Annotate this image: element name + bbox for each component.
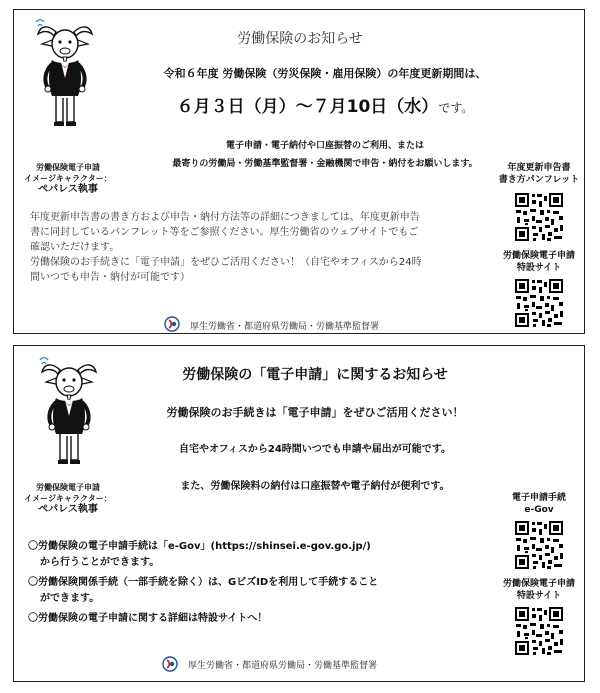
mascot-caption-line: 労働保険電子申請 — [36, 483, 100, 492]
qr-label-line: 労働保険電子申請 — [502, 251, 575, 261]
mascot-name: ペパレス執事 — [38, 184, 98, 195]
e-gov-qr-code-icon[interactable] — [514, 520, 564, 570]
bullet-list — [28, 539, 498, 627]
paragraph-line: 書に同封しているパンフレット等をご参照ください。厚生労働省のウェブサイトでもご — [30, 227, 419, 238]
e-application-availability: 自宅やオフィスから24時間いつでも申請や届出が可能です。 — [178, 444, 451, 455]
paragraph-line: 間いつでも申告・納付が可能です） — [30, 272, 190, 283]
qr-label-special-site — [492, 578, 586, 602]
filing-methods-line: 電子申請・電子納付や口座振替のご利用、または — [225, 141, 424, 151]
e-application-headline: 労働保険のお手続きは「電子申請」をぜひご活用ください！ — [166, 406, 464, 419]
bullet-item: 〇労働保険の電子申請に関する詳細は特設サイトへ！ — [28, 613, 268, 624]
qr-label-line: 特設サイト — [516, 263, 562, 273]
ministry-logo-icon — [162, 656, 178, 672]
qr-label-line: 書き方パンフレット — [498, 175, 580, 185]
special-site-qr-code-icon[interactable] — [514, 606, 564, 656]
mascot-illustration — [38, 356, 102, 468]
bullet-item: 〇労働保険関係手続（一部手続を除く）は、GビズIDを利用して手続すること — [28, 577, 379, 588]
issuer-footer: 厚生労働省・都道府県労働局・労働基準監督署 — [188, 661, 378, 671]
details-paragraph — [30, 210, 505, 285]
mascot-caption-line: イメージキャラクター： — [24, 494, 112, 503]
renewal-period — [120, 92, 530, 117]
qr-label-line: 労働保険電子申請 — [502, 579, 575, 589]
renewal-period-intro: 令和６年度 労働保険（労災保険・雇用保険）の年度更新期間は、 — [163, 67, 487, 80]
renewal-period-dates: ６月３日（月）～７月10日（水） — [176, 97, 439, 117]
notice-panel-renewal — [13, 9, 585, 334]
notice-title: 労働保険のお知らせ — [237, 31, 363, 47]
pamphlet-qr-code-icon[interactable] — [514, 192, 564, 242]
qr-label-pamphlet — [492, 162, 586, 186]
qr-label-line: 特設サイト — [516, 591, 562, 601]
special-site-qr-code-icon[interactable] — [514, 278, 564, 328]
mascot-caption-line: イメージキャラクター： — [24, 174, 112, 183]
qr-label-special-site — [492, 250, 586, 274]
bullet-item-continued: から行うことができます。 — [40, 557, 160, 568]
issuer-footer: 厚生労働省・都道府県労働局・労働基準監督署 — [190, 322, 380, 332]
qr-label-line: 電子申請手続 — [511, 493, 566, 503]
mascot-caption-line: 労働保険電子申請 — [36, 163, 100, 172]
ministry-logo-icon — [164, 316, 180, 332]
paragraph-line: 年度更新申告書の書き方および申告・納付方法等の詳細につきましては、年度更新申告 — [30, 212, 420, 223]
paragraph-line: 確認いただけます。 — [30, 242, 120, 253]
paragraph-line: 労働保険のお手続きに「電子申請」をぜひご活用ください！（自宅やオフィスから24時 — [30, 257, 422, 268]
notice-panel-e-application — [13, 345, 585, 682]
bullet-item-continued: ができます。 — [40, 593, 100, 604]
qr-label-line: 年度更新申告書 — [507, 163, 571, 173]
qr-label-line: e-Gov — [524, 505, 554, 515]
bullet-item: 〇労働保険の電子申請手続は「e-Gov」(https://shinsei.e-gov.go.jp/) — [28, 541, 371, 552]
mascot-name: ペパレス執事 — [38, 504, 98, 515]
qr-label-e-gov — [492, 492, 586, 516]
filing-methods-line: 最寄りの労働局・労働基準監督署・金融機関で申告・納付をお願いします。 — [172, 159, 478, 169]
notice-title: 労働保険の「電子申請」に関するお知らせ — [182, 367, 448, 383]
mascot-caption — [18, 162, 118, 195]
renewal-period-suffix: です。 — [438, 101, 474, 115]
payment-methods-line: また、労働保険料の納付は口座振替や電子納付が便利です。 — [180, 481, 450, 492]
